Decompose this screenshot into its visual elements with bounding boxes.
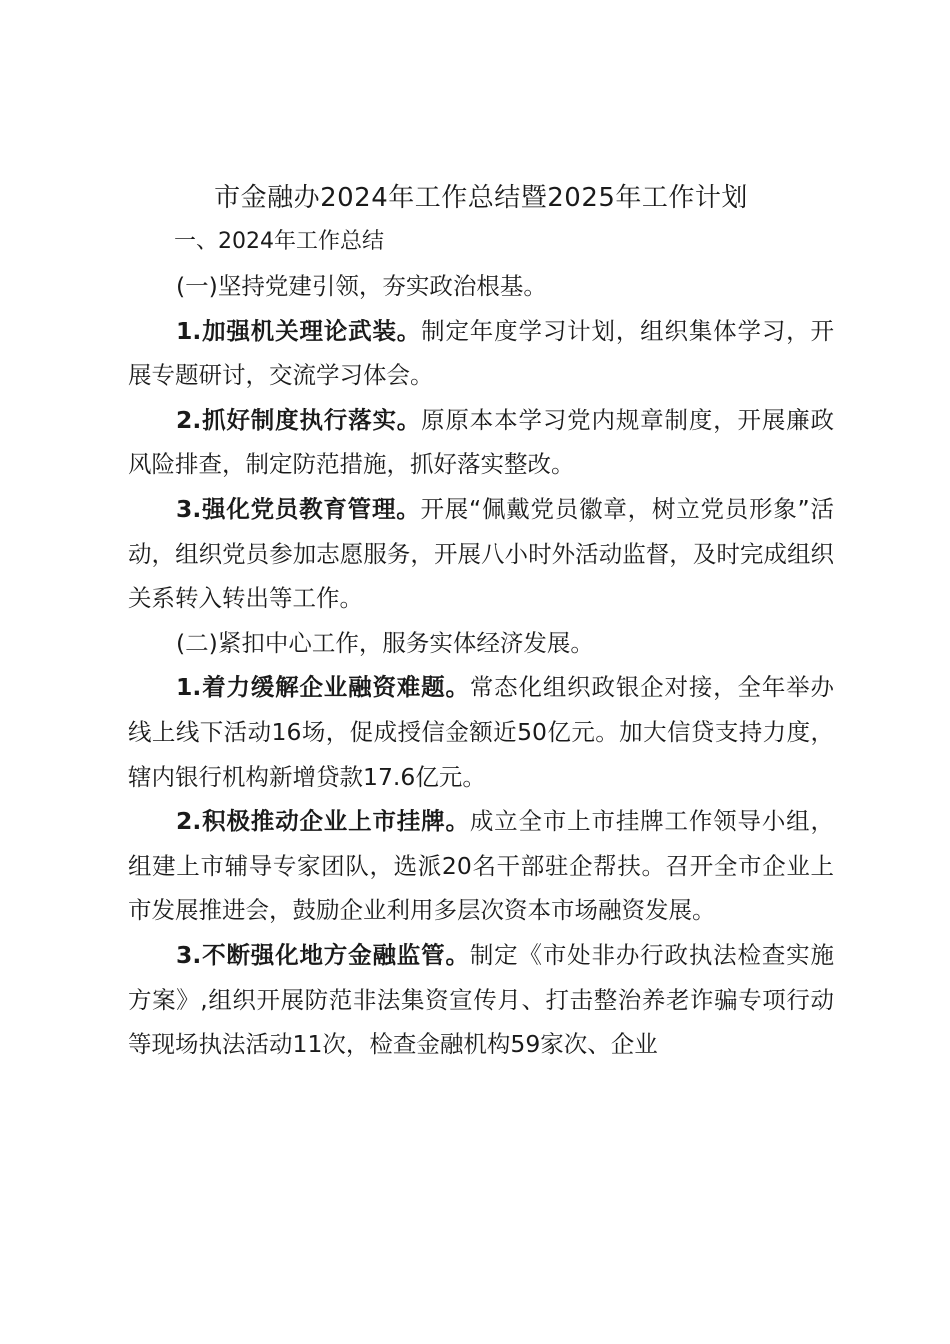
paragraph-body: 原原本本学习党内规章制度，开展廉政风险排查，制定防范措施，抓好落实整改。 — [128, 405, 835, 479]
paragraph-item — [128, 933, 834, 1067]
paragraph-lead: 1.着力缓解企业融资难题。 — [176, 673, 470, 702]
paragraph-item — [128, 487, 834, 621]
paragraph-lead: 2.抓好制度执行落实。 — [176, 405, 422, 434]
section-heading-summary: 一、2024年工作总结 — [174, 229, 384, 254]
document-page — [128, 176, 834, 1067]
paragraph-lead: 3.不断强化地方金融监管。 — [176, 940, 470, 969]
paragraph-item — [128, 799, 834, 933]
part-1-heading: (一)坚持党建引领，夯实政治根基。 — [176, 272, 547, 300]
paragraph-body: 制定年度学习计划，组织集体学习，开展专题研讨，交流学习体会。 — [128, 316, 835, 390]
paragraph-body: 开展“佩戴党员徽章，树立党员形象”活动，组织党员参加志愿服务，开展八小时外活动监督，及时完成组织关系转入转出等工作。 — [128, 494, 834, 613]
paragraph-lead: 2.积极推动企业上市挂牌。 — [176, 807, 470, 836]
part-2-heading: (二)紧扣中心工作，服务实体经济发展。 — [176, 628, 594, 657]
paragraph-lead: 3.强化党员教育管理。 — [176, 494, 421, 523]
document-title: 市金融办2024年工作总结暨2025年工作计划 — [214, 183, 748, 213]
paragraph-item — [128, 398, 834, 487]
paragraph-lead: 1.加强机关理论武装。 — [176, 316, 422, 345]
paragraph-item — [128, 309, 834, 398]
paragraph-body: 成立全市上市挂牌工作领导小组，组建上市辅导专家团队，选派20名干部驻企帮扶。召开全市企业上市发展推进会，鼓励企业利用多层次资本市场融资发展。 — [128, 807, 835, 925]
paragraph-body: 制定《市处非办行政执法检查实施方案》,组织开展防范非法集资宣传月、打击整治养老诈骗专项行动等现场执法活动11次，检查金融机构59家次、企业 — [128, 940, 835, 1059]
paragraph-body: 常态化组织政银企对接，全年举办线上线下活动16场，促成授信金额近50亿元。加大信贷支持力度，辖内银行机构新增贷款17.6亿元。 — [128, 673, 835, 791]
paragraph-item — [128, 665, 834, 799]
